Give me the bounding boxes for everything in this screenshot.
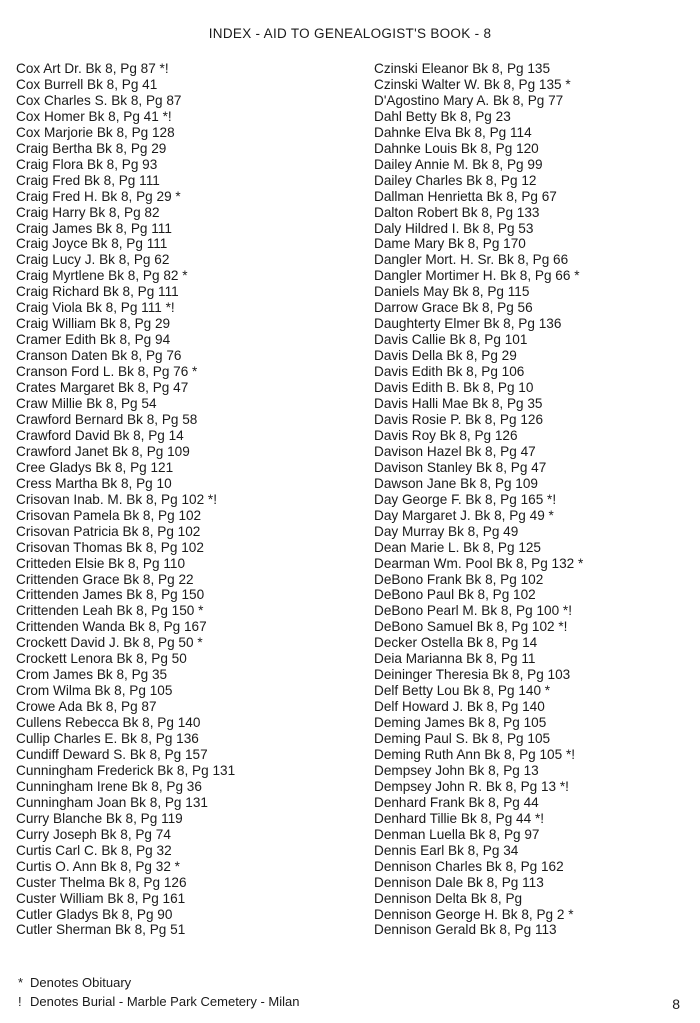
index-entry: Davis Roy Bk 8, Pg 126 (374, 427, 518, 443)
obituary-symbol: * (18, 975, 24, 990)
index-entry: Dame Mary Bk 8, Pg 170 (374, 236, 526, 252)
index-entry: Craig Richard Bk 8, Pg 111 (16, 284, 179, 300)
index-entry: Czinski Walter W. Bk 8, Pg 135 * (374, 76, 571, 92)
index-entry: Daughterty Elmer Bk 8, Pg 136 (374, 316, 562, 332)
index-entry: Dempsey John R. Bk 8, Pg 13 *! (374, 778, 569, 794)
index-entry: Craig Joyce Bk 8, Pg 111 (16, 236, 168, 252)
index-entry: Cranson Daten Bk 8, Pg 76 (16, 348, 182, 364)
left-index-column (16, 61, 356, 938)
index-entry: DeBono Paul Bk 8, Pg 102 (374, 587, 536, 603)
index-entry: Denhard Tillie Bk 8, Pg 44 *! (374, 810, 545, 826)
index-entry: DeBono Samuel Bk 8, Pg 102 *! (374, 619, 568, 635)
index-entry: Dennison Gerald Bk 8, Pg 113 (374, 922, 557, 938)
index-entry: Crom Wilma Bk 8, Pg 105 (16, 683, 173, 699)
index-entry: Crisovan Thomas Bk 8, Pg 102 (16, 539, 204, 555)
index-entry: Craig Harry Bk 8, Pg 82 (16, 204, 160, 220)
index-entry: Dawson Jane Bk 8, Pg 109 (374, 475, 538, 491)
index-entry: Crockett Lenora Bk 8, Pg 50 (16, 651, 187, 667)
index-entry: Decker Ostella Bk 8, Pg 14 (374, 635, 538, 651)
index-entry: Davis Callie Bk 8, Pg 101 (374, 332, 528, 348)
index-entry: Crittenden Grace Bk 8, Pg 22 (16, 571, 194, 587)
index-entry: Deininger Theresia Bk 8, Pg 103 (374, 667, 571, 683)
index-entry: Curtis O. Ann Bk 8, Pg 32 * (16, 858, 180, 874)
index-entry: Custer William Bk 8, Pg 161 (16, 890, 186, 906)
index-entry: Cullens Rebecca Bk 8, Pg 140 (16, 715, 201, 731)
index-entry: Cutler Sherman Bk 8, Pg 51 (16, 922, 186, 938)
index-entry: Crittenden Wanda Bk 8, Pg 167 (16, 619, 207, 635)
index-entry: Cunningham Frederick Bk 8, Pg 131 (16, 762, 236, 778)
index-entry: Crisovan Inab. M. Bk 8, Pg 102 *! (16, 491, 217, 507)
index-entry: Critteden Elsie Bk 8, Pg 110 (16, 555, 186, 571)
index-entry: Craw Millie Bk 8, Pg 54 (16, 396, 157, 412)
index-entry: Czinski Eleanor Bk 8, Pg 135 (374, 61, 551, 76)
index-entry: Cox Charles S. Bk 8, Pg 87 (16, 92, 182, 108)
index-entry: Denman Luella Bk 8, Pg 97 (374, 826, 540, 842)
index-entry: Craig Fred Bk 8, Pg 111 (16, 172, 160, 188)
legend-burial (18, 994, 299, 1009)
index-entry: Crates Margaret Bk 8, Pg 47 (16, 380, 189, 396)
page-number: 8 (672, 996, 680, 1012)
index-entry: Darrow Grace Bk 8, Pg 56 (374, 300, 533, 316)
index-entry: Davis Rosie P. Bk 8, Pg 126 (374, 411, 544, 427)
index-entry: Craig Fred H. Bk 8, Pg 29 * (16, 188, 181, 204)
index-entry: Crockett David J. Bk 8, Pg 50 * (16, 635, 203, 651)
index-entry: Craig Lucy J. Bk 8, Pg 62 (16, 252, 170, 268)
index-entry: Deia Marianna Bk 8, Pg 11 (374, 651, 536, 667)
index-entry: Crawford Bernard Bk 8, Pg 58 (16, 411, 198, 427)
index-entry: Dennison Charles Bk 8, Pg 162 (374, 858, 564, 874)
index-entry: Denhard Frank Bk 8, Pg 44 (374, 794, 539, 810)
index-entry: Dailey Annie M. Bk 8, Pg 99 (374, 156, 543, 172)
index-entry: Cox Art Dr. Bk 8, Pg 87 *! (16, 61, 169, 76)
index-entry: Dennis Earl Bk 8, Pg 34 (374, 842, 519, 858)
index-entry: Dearman Wm. Pool Bk 8, Pg 132 * (374, 555, 584, 571)
index-entry: Dean Marie L. Bk 8, Pg 125 (374, 539, 541, 555)
index-entry: Dennison Dale Bk 8, Pg 113 (374, 874, 544, 890)
index-entry: Davison Stanley Bk 8, Pg 47 (374, 459, 547, 475)
index-entry: Curry Joseph Bk 8, Pg 74 (16, 826, 171, 842)
index-entry: Cramer Edith Bk 8, Pg 94 (16, 332, 171, 348)
index-entry: Delf Betty Lou Bk 8, Pg 140 * (374, 683, 551, 699)
index-entry: Crittenden James Bk 8, Pg 150 (16, 587, 205, 603)
index-entry: Day Margaret J. Bk 8, Pg 49 * (374, 507, 554, 523)
index-entry: Daniels May Bk 8, Pg 115 (374, 284, 530, 300)
index-entry: Dempsey John Bk 8, Pg 13 (374, 762, 539, 778)
index-entry: Craig William Bk 8, Pg 29 (16, 316, 171, 332)
index-entry: Cox Marjorie Bk 8, Pg 128 (16, 124, 175, 140)
index-entry: Dahnke Elva Bk 8, Pg 114 (374, 124, 532, 140)
index-entry: Day George F. Bk 8, Pg 165 *! (374, 491, 557, 507)
index-entry: Crawford David Bk 8, Pg 14 (16, 427, 184, 443)
index-entry: Crom James Bk 8, Pg 35 (16, 667, 168, 683)
index-entry: Delf Howard J. Bk 8, Pg 140 (374, 699, 545, 715)
index-entry: Curry Blanche Bk 8, Pg 119 (16, 810, 183, 826)
page-title: INDEX - AID TO GENEALOGIST'S BOOK - 8 (208, 26, 492, 41)
index-entry: Dailey Charles Bk 8, Pg 12 (374, 172, 537, 188)
index-entry: DeBono Pearl M. Bk 8, Pg 100 *! (374, 603, 572, 619)
index-entry: Daly Hildred I. Bk 8, Pg 53 (374, 220, 534, 236)
burial-legend-text: Denotes Burial - Marble Park Cemetery - Milan (30, 994, 300, 1009)
index-entry: Davis Edith Bk 8, Pg 106 (374, 364, 525, 380)
index-entry: D'Agostino Mary A. Bk 8, Pg 77 (374, 92, 564, 108)
index-entry: Cree Gladys Bk 8, Pg 121 (16, 459, 174, 475)
index-entry: Crisovan Pamela Bk 8, Pg 102 (16, 507, 202, 523)
index-entry: Davison Hazel Bk 8, Pg 47 (374, 443, 536, 459)
index-entry: Craig Bertha Bk 8, Pg 29 (16, 140, 167, 156)
right-index-column (374, 61, 694, 938)
index-entry: Dahl Betty Bk 8, Pg 23 (374, 108, 511, 124)
index-entry: Dennison George H. Bk 8, Pg 2 * (374, 906, 574, 922)
index-entry: Cullip Charles E. Bk 8, Pg 136 (16, 731, 199, 747)
index-entry: Cutler Gladys Bk 8, Pg 90 (16, 906, 173, 922)
index-entry: Craig James Bk 8, Pg 111 (16, 220, 172, 236)
index-entry: Dalton Robert Bk 8, Pg 133 (374, 204, 540, 220)
index-entry: Cunningham Irene Bk 8, Pg 36 (16, 778, 202, 794)
index-entry: Crawford Janet Bk 8, Pg 109 (16, 443, 190, 459)
index-entry: Craig Flora Bk 8, Pg 93 (16, 156, 158, 172)
index-entry: Dangler Mortimer H. Bk 8, Pg 66 * (374, 268, 580, 284)
index-entry: Cundiff Deward S. Bk 8, Pg 157 (16, 746, 208, 762)
index-entry: Dallman Henrietta Bk 8, Pg 67 (374, 188, 557, 204)
burial-symbol: ! (18, 994, 22, 1009)
index-entry: Craig Myrtlene Bk 8, Pg 82 * (16, 268, 188, 284)
index-entry: Deming Ruth Ann Bk 8, Pg 105 *! (374, 746, 576, 762)
obituary-legend-text: Denotes Obituary (30, 975, 132, 990)
index-entry: Deming Paul S. Bk 8, Pg 105 (374, 731, 551, 747)
index-entry: Deming James Bk 8, Pg 105 (374, 715, 547, 731)
index-entry: Davis Edith B. Bk 8, Pg 10 (374, 380, 534, 396)
index-entry: Cress Martha Bk 8, Pg 10 (16, 475, 172, 491)
index-entry: Crowe Ada Bk 8, Pg 87 (16, 699, 157, 715)
index-entry: Davis Della Bk 8, Pg 29 (374, 348, 517, 364)
index-entry: Cranson Ford L. Bk 8, Pg 76 * (16, 364, 198, 380)
index-entry: Dennison Delta Bk 8, Pg (374, 890, 523, 906)
index-entry: Curtis Carl C. Bk 8, Pg 32 (16, 842, 172, 858)
index-entry: Cox Homer Bk 8, Pg 41 *! (16, 108, 172, 124)
index-entry: Davis Halli Mae Bk 8, Pg 35 (374, 396, 543, 412)
index-entry: Crisovan Patricia Bk 8, Pg 102 (16, 523, 201, 539)
index-entry: Custer Thelma Bk 8, Pg 126 (16, 874, 187, 890)
index-entry: Cox Burrell Bk 8, Pg 41 (16, 76, 158, 92)
index-entry: Crittenden Leah Bk 8, Pg 150 * (16, 603, 204, 619)
legend-obituary (18, 975, 131, 990)
index-entry: Craig Viola Bk 8, Pg 111 *! (16, 300, 175, 316)
index-entry: Day Murray Bk 8, Pg 49 (374, 523, 519, 539)
index-entry: Cunningham Joan Bk 8, Pg 131 (16, 794, 208, 810)
index-entry: Dahnke Louis Bk 8, Pg 120 (374, 140, 539, 156)
index-entry: Dangler Mort. H. Sr. Bk 8, Pg 66 (374, 252, 569, 268)
index-entry: DeBono Frank Bk 8, Pg 102 (374, 571, 544, 587)
